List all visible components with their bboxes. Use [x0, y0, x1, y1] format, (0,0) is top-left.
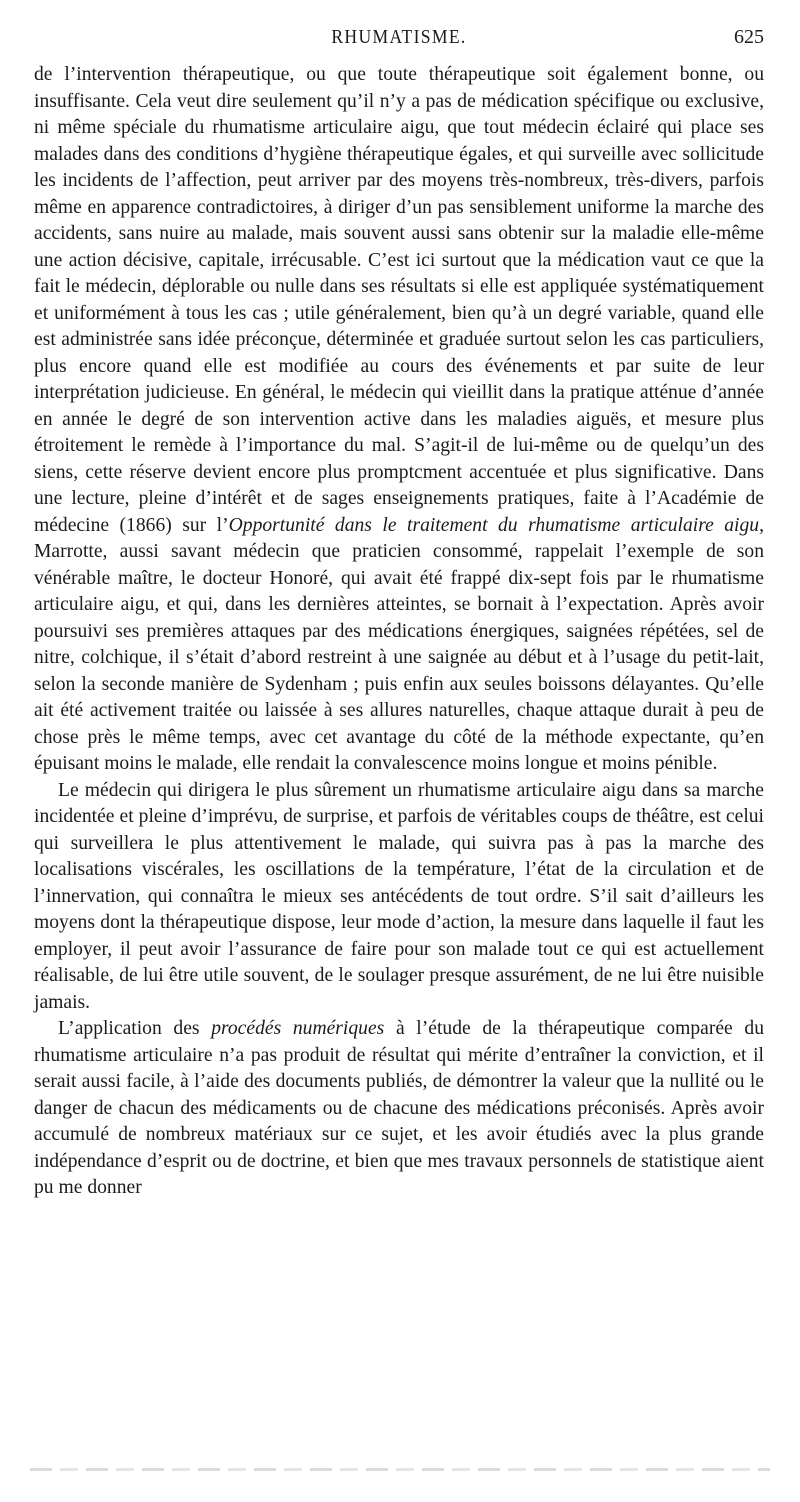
paragraph-2 [34, 778, 764, 1017]
body-text [34, 62, 764, 1202]
paragraph-3-text-1: L’application des [58, 1018, 212, 1039]
book-title-italic: Opportunité dans le traitement du rhumatisme articulaire aigu [228, 514, 760, 536]
bleed-through-line [30, 1468, 770, 1471]
paragraph-2-text: Le médecin qui dirigera le plus sûrement un rhumatisme articulaire aigu dans sa marche incidentée et pleine d’imprévu, de surprise, et parfois de véritables coups de théâtre, est celui qui surveillera le plus attentivement le malade, qui suivra pas à pas la marche des localisations viscérales, les oscillations de la température, l’état de la circulation et de l’innervation, qui connaîtra le mieux ses antécédents de tout ordre. S’il sait d’ailleurs les moyens dont la thérapeutique dispose, leur mode d’action, la mesure dans laquelle il faut les employer, il peut avoir l’assurance de faire pour son malade tout ce qui est actuellement réalisable, de lui être utile souvent, de le soulager presque assurément, de ne lui être nuisible jamais. [34, 779, 764, 1013]
running-title: RHUMATISME. [331, 26, 467, 48]
paragraph-1-text-2: , Marrotte, aussi savant médecin que praticien consommé, rappelait l’exemple de son vénérable maître, le docteur Honoré, qui avait été frappé dix-sept fois par le rhumatisme articulaire aigu, et qui, dans les dernières atteintes, se bornait à l’expectation. Après avoir poursuivi ses premières attaques par des médications énergiques, saignées répétées, sel de nitre, colchique, il s’était d’abord restreint à une saignée au début et à l’usage du petit-lait, selon la seconde manière de Sydenham ; puis enfin aux seules boissons délayantes. Qu’elle ait été activement traitée ou laissée à ses allures naturelles, chaque attaque durait à peu de chose près le même temps, avec cet avantage du côté de la méthode expectante, qu’en épuisant moins le malade, elle rendait la convalescence moins longue et moins pénible. [34, 514, 765, 774]
page-number: 625 [734, 26, 764, 48]
paragraph-1-text-1: de l’intervention thérapeutique, ou que toute thérapeutique soit également bonne, ou insuffisante. Cela veut dire seulement qu’il n’y a pas de médication spécifique ou exclusive, ni même spéciale du rhumatisme articulaire aigu, que tout médecin éclairé qui place ses malades dans des conditions d’hygiène thérapeutique égales, et qui surveille avec sollicitude les incidents de l’affection, peut arriver par des moyens très-nombreux, très-divers, parfois même en apparence contradictoires, à diriger d’un pas sensiblement uniforme la marche des accidents, sans nuire au malade, mais souvent aussi sans obtenir sur la maladie elle-même une action décisive, capitale, irrécusable. C’est ici surtout que la médication vaut ce que la fait le médecin, déplorable ou nulle dans ses résultats si elle est appliquée systématiquement et uniformément à tous les cas ; utile généralement, bien qu’à un degré variable, quand elle est administrée sans idée préconçue, déterminée et graduée surtout selon les cas particuliers, plus encore quand elle est modifiée au cours des événements et par suite de leur interprétation judicieuse. En général, le médecin qui vieillit dans la pratique atténue d’année en année le degré de son intervention active dans les maladies aiguës, et mesure plus étroitement le remède à l’importance du mal. S’agit-il de lui-même ou de quelqu’un des siens, cette réserve devient encore plus promptcment accentuée et plus significative. Dans une lecture, pleine d’intérêt et de sages enseignements pratiques, faite à l’Académie de médecine (1866) sur l’ [34, 64, 764, 536]
paragraph-3-text-2: à l’étude de la thérapeutique comparée du rhumatisme articulaire n’a pas produit de résultat qui mérite d’entraîner la conviction, et il serait aussi facile, à l’aide des documents publiés, de démontrer la valeur que la nullité ou le danger de chacun des médicaments ou de chacune des médications préconisés. Après avoir accumulé de nombreux matériaux sur ce sujet, et les avoir étudiés avec la plus grande indépendance d’esprit ou de doctrine, et bien que mes travaux personnels de statistique aient pu me donner [34, 1018, 764, 1198]
page-header [34, 26, 764, 52]
emphasis-italic: procédés numériques [211, 1018, 385, 1039]
paragraph-1 [34, 62, 764, 778]
paragraph-3 [34, 1016, 764, 1202]
